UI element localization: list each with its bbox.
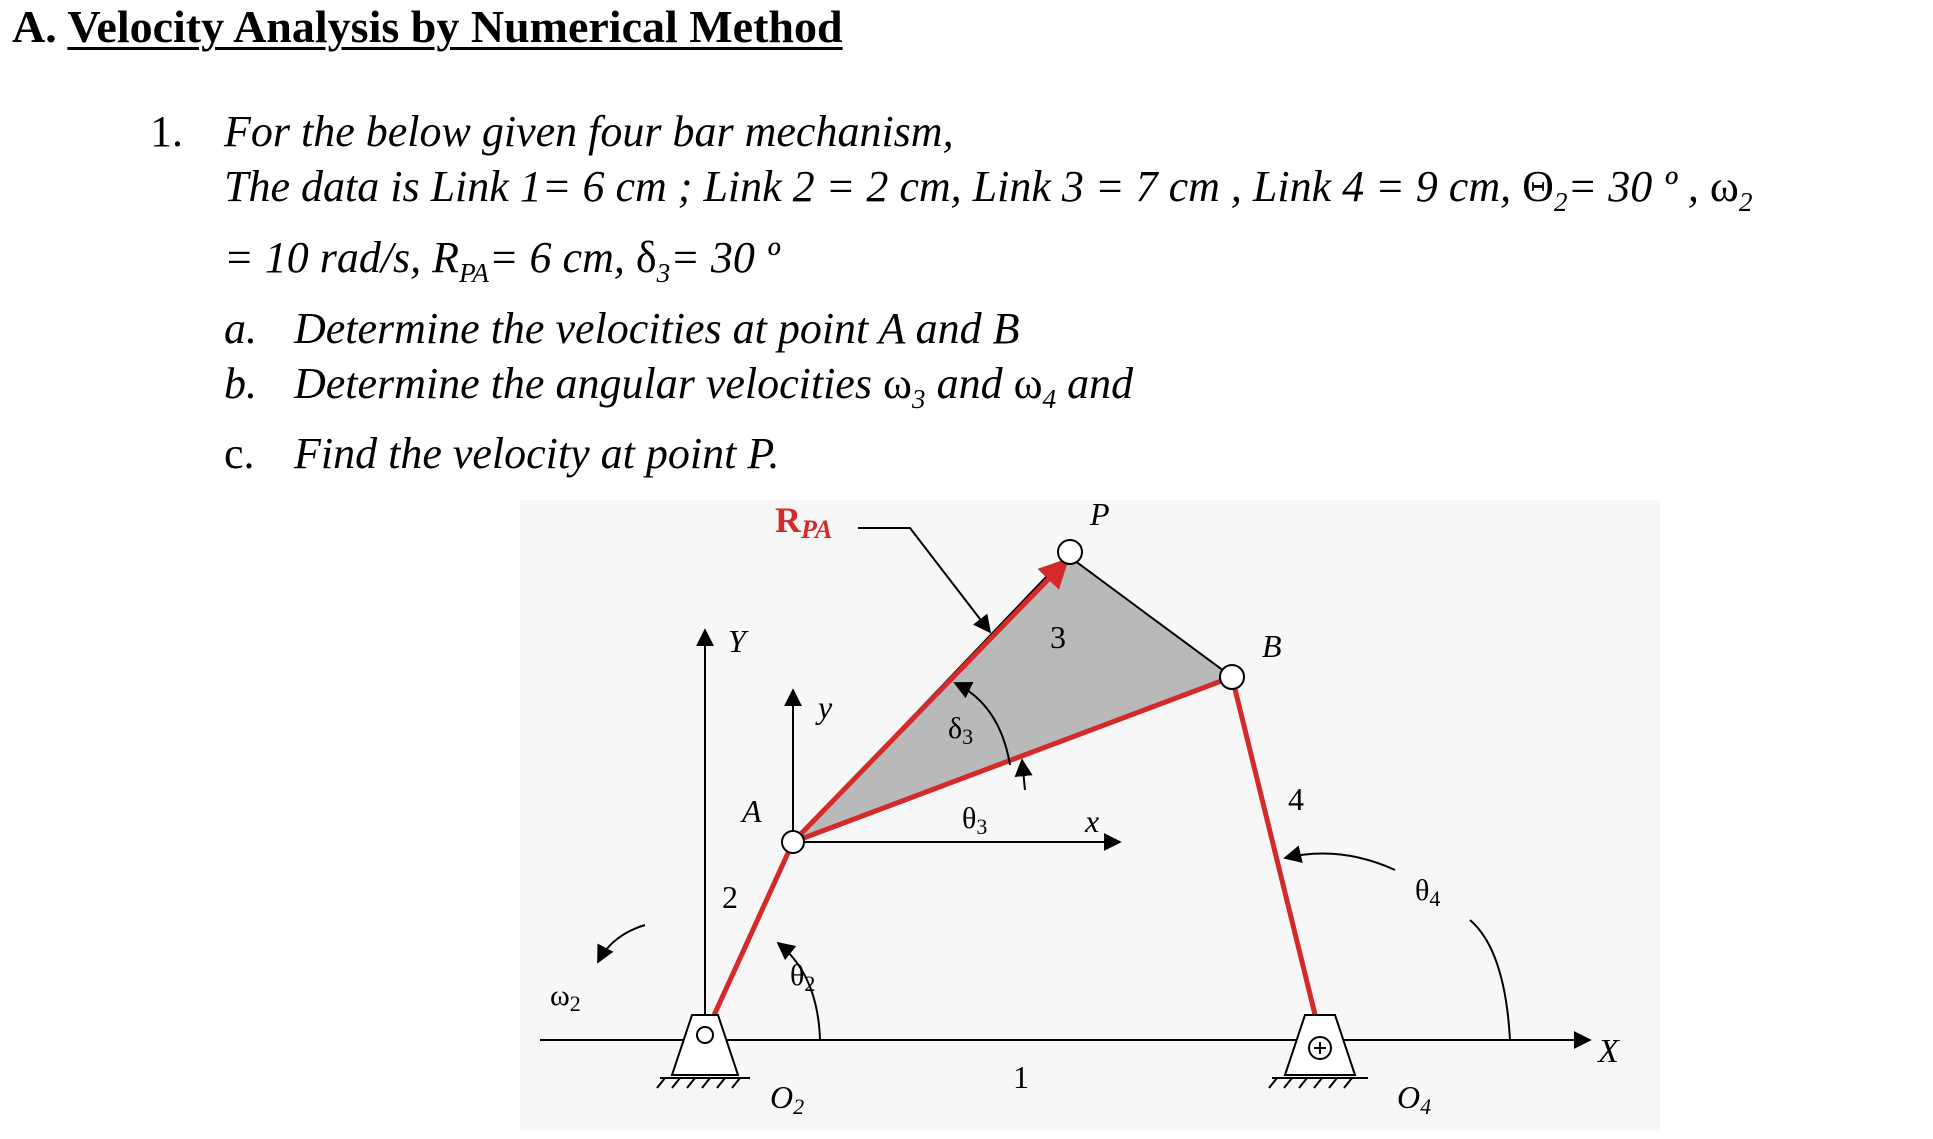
r-value: = 6 cm, <box>488 232 636 282</box>
question-a-letter: a. <box>224 303 257 353</box>
label-Y: Y <box>728 623 746 659</box>
theta-value: = 30 º , <box>1567 162 1710 211</box>
label-theta3: $\theta_3$ <box>962 802 988 839</box>
label-X: X <box>1598 1033 1619 1070</box>
pin-b <box>1220 665 1244 689</box>
question-a-text: Determine the velocities at point A and B <box>294 303 1020 353</box>
question-b-mid: and <box>925 358 1014 408</box>
problem-data-line-1 <box>150 159 1752 230</box>
omega-subscript: 2 <box>1738 186 1753 217</box>
omega4-symbol: ω <box>1013 358 1043 408</box>
question-b-letter: b. <box>224 358 257 408</box>
question-b <box>150 356 1752 427</box>
problem-number: 1. <box>150 107 183 156</box>
problem-intro: For the below given four bar mechanism, <box>224 107 954 156</box>
r-subscript: PA <box>459 257 489 288</box>
question-c <box>150 426 1752 481</box>
label-link-1: 1 <box>1013 1059 1029 1095</box>
section-label: A. <box>12 1 57 52</box>
data-links: The data is Link 1= 6 cm ; Link 2 = 2 cm, Link 3 = 7 cm , Link 4 = 9 cm, <box>224 162 1523 211</box>
label-a: A <box>742 793 762 829</box>
omega-symbol: ω <box>1709 162 1739 211</box>
question-b-text: Determine the angular velocities <box>294 358 883 408</box>
label-o2: O2 <box>770 1079 805 1119</box>
label-p: P <box>1090 496 1110 532</box>
label-rpa: RPA <box>775 500 833 544</box>
r-symbol: R <box>432 232 460 282</box>
label-link-4: 4 <box>1288 781 1304 817</box>
omega-value: = 10 rad/s, <box>224 232 433 282</box>
problem-data-line-2 <box>150 230 1752 301</box>
theta-symbol: Θ <box>1522 162 1554 211</box>
pin-p <box>1058 540 1082 564</box>
question-c-letter: c. <box>224 429 255 479</box>
label-o4: O4 <box>1397 1079 1432 1119</box>
label-x: x <box>1085 803 1100 839</box>
omega3-subscript: 3 <box>911 383 926 414</box>
label-theta4: $\theta_4$ <box>1415 874 1441 911</box>
label-link-2: 2 <box>722 879 738 915</box>
omega4-subscript: 4 <box>1042 383 1057 414</box>
label-link-3: 3 <box>1050 619 1066 655</box>
problem-line-1 <box>150 104 1752 159</box>
pin-a <box>782 831 804 853</box>
question-c-text: Find the velocity at point P. <box>294 429 780 479</box>
label-theta2: $\theta_2$ <box>790 959 816 996</box>
delta-value: = 30 º <box>670 232 780 282</box>
four-bar-figure <box>500 480 1700 1139</box>
label-b: B <box>1262 628 1282 664</box>
delta-symbol: δ <box>635 232 657 282</box>
mechanism-diagram <box>500 480 1700 1134</box>
label-omega2: $\omega_2$ <box>550 979 581 1016</box>
omega3-symbol: ω <box>882 358 912 408</box>
label-y: y <box>818 689 833 725</box>
question-b-end: and <box>1056 358 1134 408</box>
question-a <box>150 301 1752 356</box>
theta-subscript: 2 <box>1553 186 1568 217</box>
label-delta3: $\delta_3$ <box>948 712 974 749</box>
section-heading <box>12 0 843 53</box>
section-title: Velocity Analysis by Numerical Method <box>67 1 843 52</box>
problem-statement <box>150 104 1752 481</box>
delta-subscript: 3 <box>656 257 671 288</box>
